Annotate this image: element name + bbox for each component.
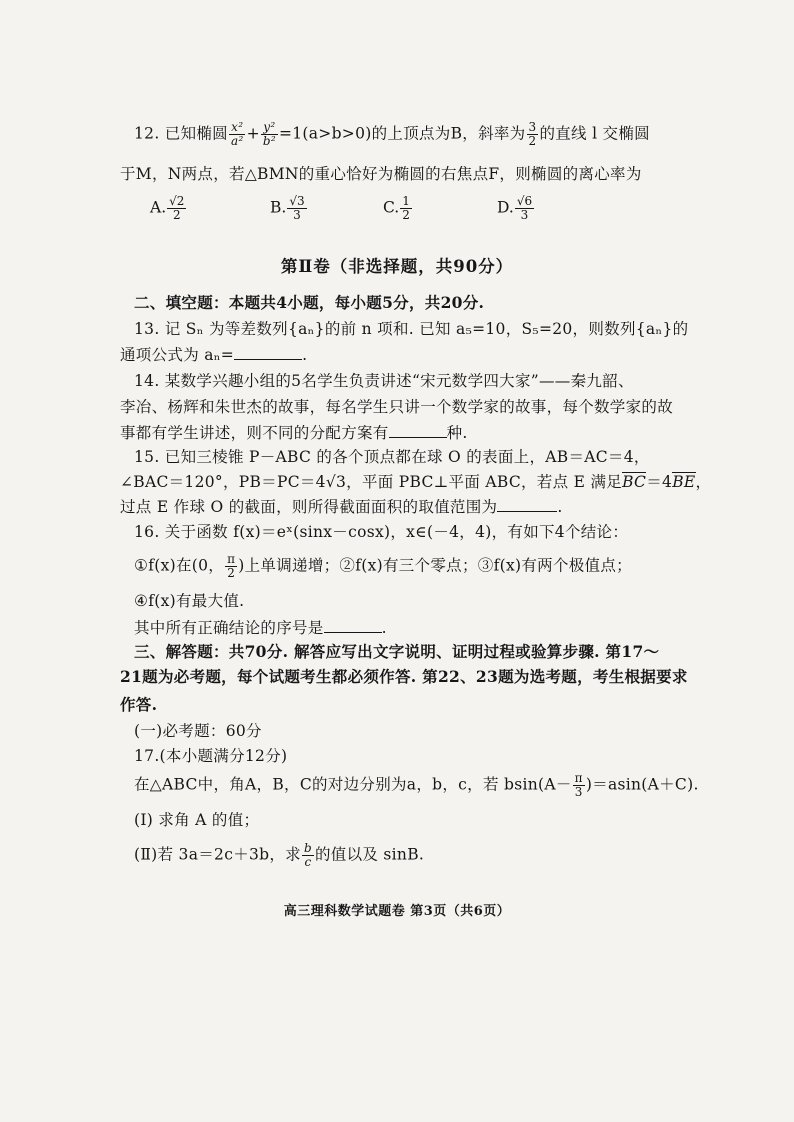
slope-fraction: $\frac{3}{2}$ <box>528 120 537 148</box>
section3-line3: 作答. <box>120 695 158 714</box>
q13-line2: 通项公式为 aₙ= . <box>120 346 308 364</box>
q12-line1: 12. 已知椭圆 $\frac{\text{x²}}{\text{a²}}$ + $\frac{\text{y²}}{\text{b²}}$ =1(a>b>0)的上顶点为B，斜率为 $\frac{3}{2}$ 的直线 l 交椭圆 <box>134 120 650 148</box>
q15-line3: 过点 E 作球 O 的截面，则所得截面面积的取值范围为 . <box>120 498 563 516</box>
q14-line2: 李冶、杨辉和朱世杰的故事，每名学生只讲一个数学家的故事，每个数学家的故 <box>120 398 674 416</box>
q16-line2: ①f(x)在(0， $\frac{\pi}{2}$ )上单调递增；②f(x)有三个零点；③f(x)有两个极值点； <box>134 552 632 580</box>
q12-option-a: A. $\frac{√2}{2}$ <box>150 194 185 222</box>
vector-be: BE <box>672 473 696 491</box>
ellipse-y-fraction: $\frac{\text{y²}}{\text{b²}}$ <box>262 120 276 148</box>
q12-option-c: C. $\frac{1}{2}$ <box>383 194 410 222</box>
q14-line1: 14. 某数学兴趣小组的5名学生负责讲述“宋元数学四大家”——秦九韶、 <box>134 372 634 390</box>
section3-line1: 三、解答题：共70分. 解答应写出文字说明、证明过程或验算步骤. 第17～ <box>134 642 660 661</box>
section3-line2: 21题为必考题，每个试题考生都必须作答. 第22、23题为选考题，考生根据要求 <box>120 667 688 686</box>
pi-over-2-fraction: $\frac{\pi}{2}$ <box>227 552 236 580</box>
ellipse-x-fraction: $\frac{\text{x²}}{\text{a²}}$ <box>230 120 244 148</box>
q12-option-b: B. $\frac{√3}{3}$ <box>270 194 305 222</box>
q13-answer-blank[interactable] <box>234 345 302 360</box>
q16-line3: ④f(x)有最大值. <box>134 592 245 610</box>
q16-answer-blank[interactable] <box>324 618 382 633</box>
required-section-title: (一)必考题：60分 <box>134 722 262 740</box>
q17-line1: 在△ABC中，角A，B，C的对边分别为a，b，c，若 bsin(A－ $\frac{\pi}{3}$ )＝asin(A＋C). <box>134 771 699 799</box>
q17-part1: (Ⅰ) 求角 A 的值； <box>134 811 260 829</box>
part2-heading: 第Ⅱ卷（非选择题，共90分） <box>280 257 514 276</box>
q17-part2: (Ⅱ)若 3a＝2c＋3b，求 $\frac{b}{c}$ 的值以及 sinB. <box>134 841 425 869</box>
b-over-c-fraction: $\frac{b}{c}$ <box>304 841 312 869</box>
q12-line2: 于M，N两点，若△BMN的重心恰好为椭圆的右焦点F，则椭圆的离心率为 <box>120 165 642 183</box>
pi-over-3-fraction: $\frac{\pi}{3}$ <box>574 771 583 799</box>
q12-option-d: D. $\frac{√6}{3}$ <box>497 194 533 222</box>
q14-line3: 事都有学生讲述，则不同的分配方案有 种. <box>120 424 468 442</box>
vector-bc: BC <box>622 473 647 491</box>
q15-line1: 15. 已知三棱锥 P－ABC 的各个顶点都在球 O 的表面上，AB＝AC＝4， <box>134 448 650 466</box>
page-footer: 高三理科数学试题卷 第3页（共6页） <box>283 904 511 919</box>
section2-title: 二、填空题：本题共4小题，每小题5分，共20分. <box>134 293 485 312</box>
q15-answer-blank[interactable] <box>497 497 557 512</box>
q14-answer-blank[interactable] <box>389 423 447 438</box>
q17-header: 17.(本小题满分12分) <box>134 747 288 765</box>
q16-line4: 其中所有正确结论的序号是 . <box>134 619 387 637</box>
q13-line1: 13. 记 Sₙ 为等差数列{aₙ}的前 n 项和. 已知 a₅=10，S₅=20，则数列{aₙ}的 <box>134 320 689 338</box>
q15-line2: ∠BAC＝120°，PB＝PC＝4√3，平面 PBC⊥平面 ABC，若点 E 满足BC＝4BE， <box>120 473 712 491</box>
q16-line1: 16. 关于函数 f(x)＝eˣ(sinx－cosx)，x∈(－4，4)，有如下4个结论： <box>134 523 629 541</box>
